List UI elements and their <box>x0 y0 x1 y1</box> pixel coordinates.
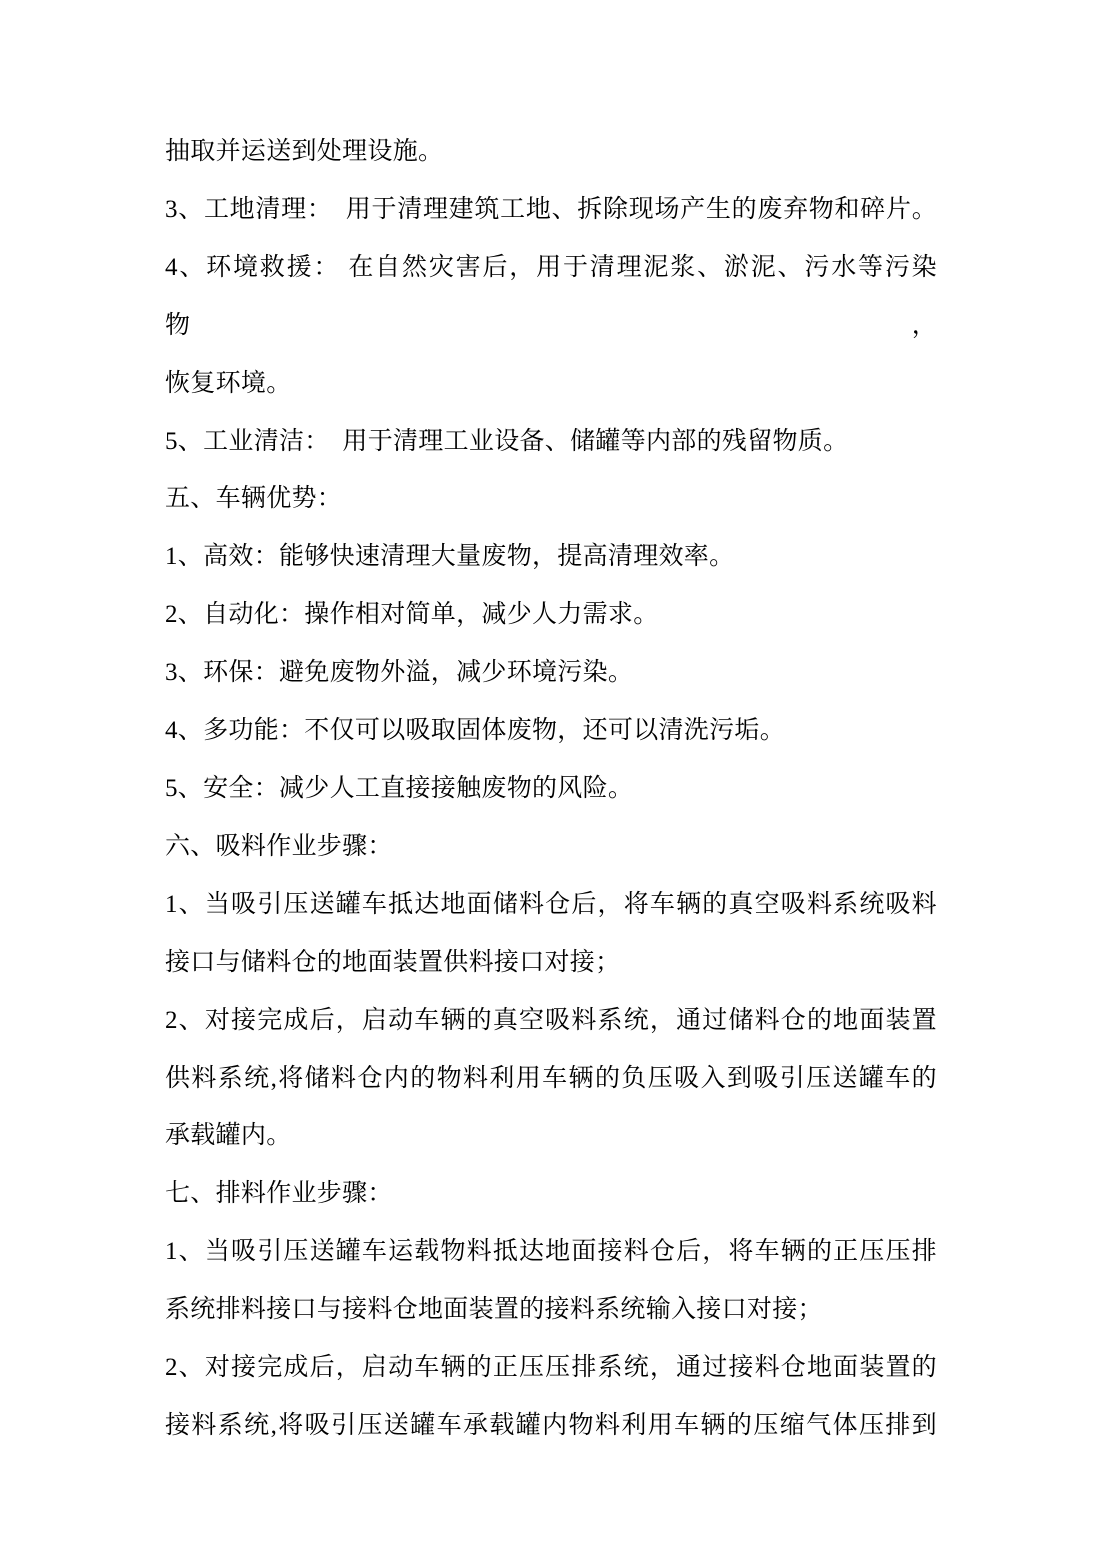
text-line: 5、安全：减少人工直接接触废物的风险。 <box>165 774 634 802</box>
text-line: 3、工地清理： 用于清理建筑工地、拆除现场产生的废弃物和碎片。 <box>165 195 937 223</box>
text-line: 七、排料作业步骤： <box>165 1180 393 1208</box>
text-line: 1、当吸引压送罐车抵达地面储料仓后，将车辆的真空吸料系统吸料 <box>165 890 937 918</box>
text-line: 1、高效：能够快速清理大量废物，提高清理效率。 <box>165 543 735 571</box>
text-line: 4、环境救援： 在自然灾害后，用于清理泥浆、淤泥、污水等污染物， <box>165 253 937 339</box>
text-line: 接口与储料仓的地面装置供料接口对接； <box>165 948 621 976</box>
text-line: 五、车辆优势： <box>165 485 343 513</box>
text-line: 5、工业清洁： 用于清理工业设备、储罐等内部的残留物质。 <box>165 427 849 455</box>
text-line: 抽取并运送到处理设施。 <box>165 138 444 165</box>
document-body <box>165 123 937 1455</box>
text-line: 供料系统,将储料仓内的物料利用车辆的负压吸入到吸引压送罐车的 <box>165 1064 937 1092</box>
text-line: 接料系统,将吸引压送罐车承载罐内物料利用车辆的压缩气体压排到 <box>165 1411 937 1439</box>
text-line: 系统排料接口与接料仓地面装置的接料系统输入接口对接； <box>165 1296 823 1324</box>
text-line: 4、多功能：不仅可以吸取固体废物，还可以清洗污垢。 <box>165 717 786 745</box>
text-line: 六、吸料作业步骤： <box>165 832 393 860</box>
text-line: 2、对接完成后，启动车辆的正压压排系统，通过接料仓地面装置的 <box>165 1354 937 1382</box>
text-line: 1、当吸引压送罐车运载物料抵达地面接料仓后，将车辆的正压压排 <box>165 1238 937 1266</box>
text-line: 2、自动化：操作相对简单，减少人力需求。 <box>165 601 659 629</box>
text-line: 承载罐内。 <box>165 1122 292 1150</box>
text-line: 2、对接完成后，启动车辆的真空吸料系统，通过储料仓的地面装置 <box>165 1006 937 1034</box>
text-line: 3、环保：避免废物外溢，减少环境污染。 <box>165 659 634 687</box>
text-line: 恢复环境。 <box>165 369 292 397</box>
